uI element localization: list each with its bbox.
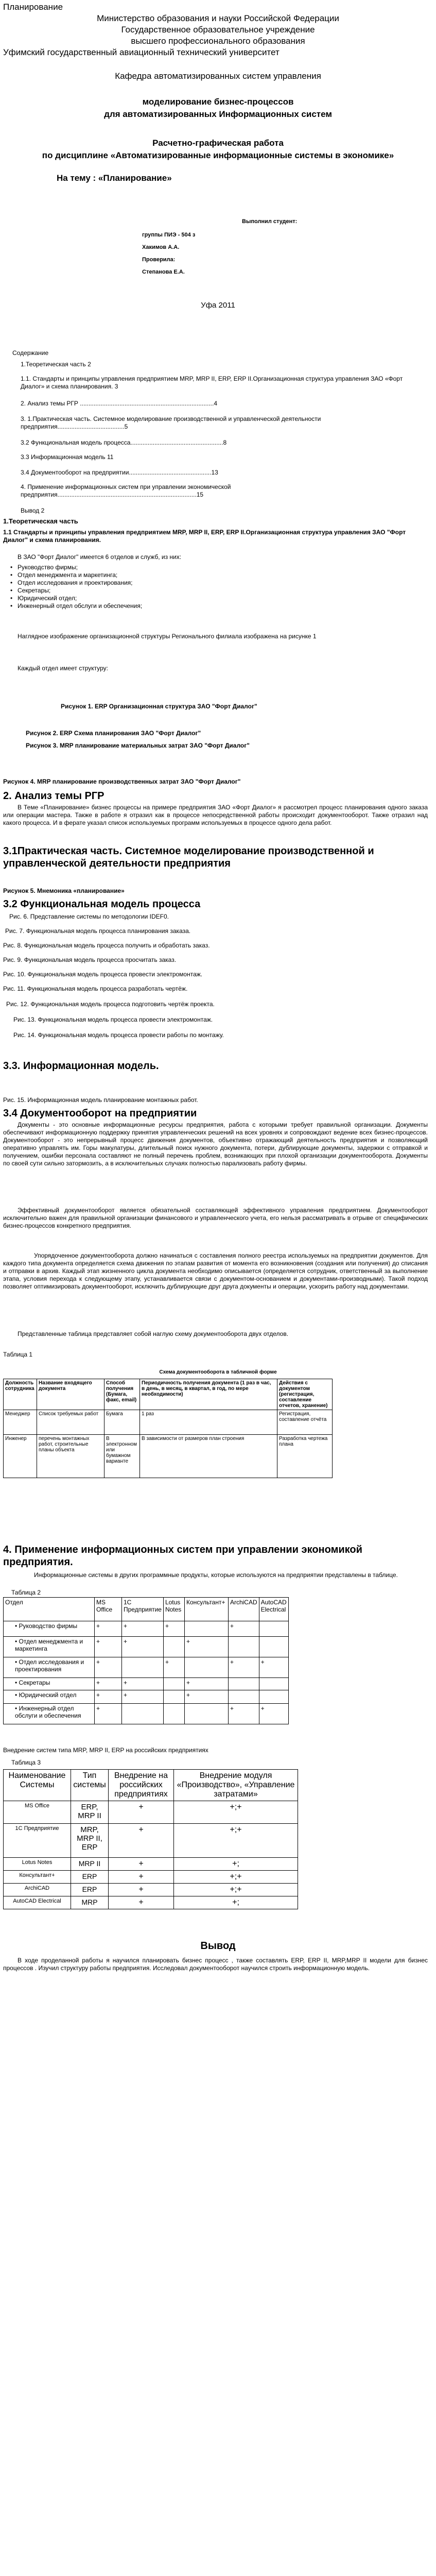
department-name-cell: Отдел менеджмента и маркетинга bbox=[15, 1638, 83, 1652]
toc-link[interactable]: Вывод 2 bbox=[21, 507, 45, 514]
toc-link[interactable]: 1.Теоретическая часть 2 bbox=[21, 361, 91, 368]
table-cell: + bbox=[163, 1657, 184, 1678]
figure-10-caption: Рис. 10. Функциональная модель процесса провести электромонтаж. bbox=[3, 971, 203, 978]
ministry-line: Министерство образования и науки Российской Федерации bbox=[97, 13, 339, 23]
figure-15-caption: Рис. 15. Информационная модель планирование монтажных работ. bbox=[3, 1096, 198, 1104]
table-row bbox=[4, 1621, 289, 1637]
conclusion-text: В ходе проделанной работы я научился планировать бизнес процесс , также составлять ERP, ERP II, MRP,MRP II модели для бизнес процессов . Изучил структуру работы предприятия. Исследовал документооборот научился строить информационную модель. bbox=[3, 1957, 428, 1972]
university-name: Уфимский государственный авиационный технический университет bbox=[3, 47, 280, 57]
table-row bbox=[4, 1704, 289, 1724]
student-name: Хакимов А.А. bbox=[142, 244, 180, 250]
section-2-heading: 2. Анализ темы РГР bbox=[3, 790, 104, 802]
toc-link[interactable]: 3.2 Функциональная модель процесса......................................................8 bbox=[21, 439, 227, 446]
table-header-row bbox=[4, 1379, 333, 1410]
section-3-2-heading: 3.2 Функциональная модель процесса bbox=[3, 899, 201, 910]
figure-1-caption: Рисунок 1. ERP Организационная структура ЗАО "Форт Диалог" bbox=[61, 703, 257, 710]
table-cell: MRP II bbox=[71, 1858, 109, 1871]
section-3-4-para-1: Документы - это основные информационные ресурсы предприятия, работа с которыми требует правильной организации. Документы обеспечивают информационную поддержку принятия управленческих решений на всех уровнях и сопровождают ведение всех бизнес-процессов. Документооборот - это непрерывный процесс движения документов, объективно отражающий деятельность предприятия и позволяющий оперативно управлять им. Горы макулатуры, длительный поиск нужного документа, потери, дублирующие документы, задержки с отправкой и получением, ошибки персонала составляют не полный перечень проблем, возникающих при плохой организации документооборота. Документы по своей сути сильно затормозить, а в исключительных случаях полностью парализовать работу фирмы. bbox=[3, 1121, 428, 1167]
table-cell: В электронном или бумажном варианте bbox=[104, 1435, 140, 1478]
table-header-cell: Наименование Системы bbox=[4, 1770, 71, 1801]
table-header-cell: Название входящего документа bbox=[37, 1379, 104, 1410]
table-cell: • Юридический отдел bbox=[4, 1690, 95, 1704]
table-cell: + bbox=[109, 1884, 174, 1896]
table-cell: MS Office bbox=[4, 1801, 71, 1824]
table-cell: В зависимости от размеров план строения bbox=[140, 1435, 277, 1478]
department-name-cell: Секретары bbox=[19, 1679, 50, 1686]
table-row bbox=[4, 1410, 333, 1435]
table-cell: +; bbox=[174, 1858, 298, 1871]
subject-line-1: моделирование бизнес-процессов bbox=[142, 97, 294, 107]
table-cell: 1 раз bbox=[140, 1410, 277, 1435]
table-header-cell: Отдел bbox=[4, 1598, 95, 1621]
table-cell bbox=[122, 1657, 164, 1678]
table-cell: + bbox=[122, 1690, 164, 1704]
department-name-cell: Руководство фирмы bbox=[19, 1622, 78, 1630]
table-cell bbox=[184, 1657, 228, 1678]
table-cell: + bbox=[95, 1637, 122, 1657]
table-cell bbox=[259, 1678, 288, 1690]
software-usage-table bbox=[3, 1597, 289, 1724]
table-header-row bbox=[4, 1770, 298, 1801]
table-row bbox=[4, 1871, 298, 1884]
table-cell: Консультант+ bbox=[4, 1871, 71, 1884]
table-cell: + bbox=[228, 1704, 259, 1724]
document-flow-table bbox=[3, 1379, 333, 1478]
table-cell: AutoCAD Electrical bbox=[4, 1896, 71, 1909]
table-row bbox=[4, 1637, 289, 1657]
table-cell: + bbox=[228, 1621, 259, 1637]
department-name-cell: Юридический отдел bbox=[19, 1691, 77, 1699]
table-cell bbox=[259, 1621, 288, 1637]
table-cell bbox=[163, 1678, 184, 1690]
table-cell bbox=[163, 1690, 184, 1704]
subject-line-2: для автоматизированных Информационных систем bbox=[104, 109, 332, 119]
table-cell: 1С Предприятие bbox=[4, 1824, 71, 1858]
table-cell: + bbox=[95, 1657, 122, 1678]
table-cell bbox=[184, 1621, 228, 1637]
figure-5-caption: Рисунок 5. Мнемоника «планирование» bbox=[3, 887, 125, 894]
figure-13-caption: Рис. 13. Функциональная модель процесса провести электромонтаж. bbox=[13, 1016, 213, 1023]
table-3-label: Таблица 3 bbox=[11, 1759, 41, 1766]
table-1-label: Таблица 1 bbox=[3, 1351, 33, 1358]
state-institution-line: Государственное образовательное учреждение bbox=[121, 25, 315, 35]
table-header-cell: Действия с документом (регистрация, составление отчетов, хранение) bbox=[277, 1379, 333, 1410]
city-year: Уфа 2011 bbox=[201, 301, 235, 310]
section-3-4-para-2: Эффективный документооборот является обязательной составляющей эффективного управления предприятием. Документооборот исключительно важен для правильной организации финансового и управленческого учета, его нельзя рассматривать в отрыве от специфических бизнес-процессов конкретного предприятия. bbox=[3, 1207, 428, 1229]
table-cell bbox=[163, 1637, 184, 1657]
table-row bbox=[4, 1896, 298, 1909]
table-cell: Lotus Notes bbox=[4, 1858, 71, 1871]
table-header-cell: Консультант+ bbox=[184, 1598, 228, 1621]
table-cell: • Руководство фирмы bbox=[4, 1621, 95, 1637]
table-cell: + bbox=[109, 1896, 174, 1909]
table-header-cell: Lotus Notes bbox=[163, 1598, 184, 1621]
table-cell: + bbox=[109, 1824, 174, 1858]
figure-14-caption: Рис. 14. Функциональная модель процесса провести работы по монтажу. bbox=[13, 1031, 224, 1039]
department-item: • Юридический отдел; bbox=[12, 595, 428, 602]
table-header-cell: Внедрение модуля «Производство», «Управление затратами» bbox=[174, 1770, 298, 1801]
top-word: Планирование bbox=[3, 2, 63, 12]
table-cell: + bbox=[163, 1621, 184, 1637]
table-row bbox=[4, 1678, 289, 1690]
checker-name: Степанова Е.А. bbox=[142, 269, 185, 275]
table-cell: • Секретары bbox=[4, 1678, 95, 1690]
table-cell: Регистрация, составление отчёта bbox=[277, 1410, 333, 1435]
toc-link[interactable]: 3.4 Документооборот на предприятии................................................13 bbox=[21, 469, 218, 476]
table-1-caption: Схема документооборота в табличной форме bbox=[159, 1369, 277, 1375]
toc-link[interactable]: 3.3 Информационная модель 11 bbox=[21, 453, 114, 461]
section-4-para-2: Внедрение систем типа MRP, MRP II, ERP на российских предприятиях bbox=[3, 1747, 208, 1754]
performed-label: Выполнил студент: bbox=[242, 218, 298, 225]
figure-9-caption: Рис. 9. Функциональная модель процесса просчитать заказ. bbox=[3, 956, 177, 963]
department-item: • Руководство фирмы; bbox=[12, 564, 428, 571]
department-item: • Инженерный отдел обслуги и обеспечения; bbox=[12, 602, 428, 610]
table-row bbox=[4, 1435, 333, 1478]
table-cell: + bbox=[109, 1801, 174, 1824]
table-header-cell: Способ получения (Бумага, факс, email) bbox=[104, 1379, 140, 1410]
table-cell: +;+ bbox=[174, 1871, 298, 1884]
table-cell: ERP bbox=[71, 1871, 109, 1884]
table-cell: + bbox=[122, 1637, 164, 1657]
table-cell: + bbox=[109, 1871, 174, 1884]
topic-line: На тему : «Планирование» bbox=[57, 173, 172, 183]
higher-education-line: высшего профессионального образования bbox=[131, 36, 305, 46]
table-cell: + bbox=[259, 1657, 288, 1678]
department-name-cell: Отдел исследования и проектирования bbox=[15, 1658, 84, 1673]
table-row bbox=[4, 1858, 298, 1871]
department-name: Кафедра автоматизированных систем управления bbox=[115, 71, 321, 81]
section-1-heading: 1.Теоретическая часть bbox=[3, 517, 78, 525]
table-cell: + bbox=[228, 1657, 259, 1678]
table-cell: Бумага bbox=[104, 1410, 140, 1435]
section-2-text: В Теме «Планирование» бизнес процессы на примере предприятия ЗАО «Форт Диалог» я рассмотрел процесс планирования одного заказа или операции мастера. Также в работе я отразил как в процессе непосредственной работы происходит документооборот. Также отразил над какого процесса. И в ферате указал список используемых программ используемых в процессе одного дела работ. bbox=[3, 804, 428, 826]
figure-3-caption: Рисунок 3. MRP планирование материальных затрат ЗАО "Форт Диалог" bbox=[26, 742, 250, 749]
table-cell bbox=[259, 1690, 288, 1704]
toc-link[interactable]: 3. 1.Практическая часть. Системное моделирование производственной и управленческой деятельности предприятия.......................................5 bbox=[21, 415, 321, 430]
table-cell: + bbox=[184, 1690, 228, 1704]
table-cell: +;+ bbox=[174, 1801, 298, 1824]
table-header-cell: Должность сотрудника bbox=[4, 1379, 37, 1410]
table-cell: + bbox=[184, 1637, 228, 1657]
departments-list bbox=[3, 564, 428, 610]
section-3-4-para-4: Представленные таблица представляет собой наглую схему документооборота двух отделов. bbox=[18, 1330, 289, 1337]
section-4-heading: 4. Применение информационных систем при управлении экономикой предприятия. bbox=[3, 1544, 362, 1568]
section-3-3-heading: 3.3. Информационная модель. bbox=[3, 1060, 159, 1072]
table-row bbox=[4, 1884, 298, 1896]
table-header-cell: ArchiCAD bbox=[228, 1598, 259, 1621]
table-cell bbox=[122, 1704, 164, 1724]
table-cell: + bbox=[122, 1678, 164, 1690]
section-1-para-3: Каждый отдел имеет структуру: bbox=[18, 665, 108, 672]
table-cell: + bbox=[109, 1858, 174, 1871]
table-cell: Список требуемых работ bbox=[37, 1410, 104, 1435]
table-header-cell: Периодичность получения документа (1 раз в час, в день, в месяц, в квартал, в год, по мере необходимости) bbox=[140, 1379, 277, 1410]
table-cell bbox=[163, 1704, 184, 1724]
table-cell: перечень монтажных работ, строительные планы объекта bbox=[37, 1435, 104, 1478]
table-cell: + bbox=[184, 1678, 228, 1690]
table-cell: +;+ bbox=[174, 1884, 298, 1896]
table-cell: + bbox=[95, 1621, 122, 1637]
section-1-1-heading: 1.1 Стандарты и принципы управления предприятием MRP, MRP II, ERP, ERP II.Организационная структура управления ЗАО "Форт Диалог" и схема планирования. bbox=[3, 529, 406, 544]
table-cell: + bbox=[122, 1621, 164, 1637]
figure-8-caption: Рис. 8. Функциональная модель процесса получить и обработать заказ. bbox=[3, 942, 210, 949]
table-row bbox=[4, 1657, 289, 1678]
figure-11-caption: Рис. 11. Функциональная модель процесса разработать чертёж. bbox=[3, 985, 188, 992]
table-header-cell: 1C Предприятие bbox=[122, 1598, 164, 1621]
table-cell: + bbox=[95, 1690, 122, 1704]
table-header-cell: AutoCAD Electrical bbox=[259, 1598, 288, 1621]
table-row bbox=[4, 1824, 298, 1858]
department-name-cell: Инженерный отдел обслуги и обеспечения bbox=[15, 1705, 81, 1719]
section-3-4-para-3: Упорядоченное документооборота должно начинаться с составления полного реестра используемых на предприятии документов. Для каждого типа документа определяется схема движения по этапам развития от момента его возникновения (создания или получения) до списания и отправки в архив. Каждый этап жизненного цикла документа необходимо описывается (определяется сотрудник, ответственный за выполнение этапа, условия перехода к следующему этапу, устанавливается связи с документом-основанием и документами-производными). Такой подход позволяет оптимизировать документооборот, исключить дублирующие друг друга документы и операции, ускорить работу над документами. bbox=[3, 1252, 428, 1290]
figure-12-caption: Рис. 12. Функциональная модель процесса подготовить чертёж проекта. bbox=[6, 1001, 215, 1008]
checked-label: Проверила: bbox=[142, 257, 176, 263]
figure-2-caption: Рисунок 2. ERP Схема планирования ЗАО "Форт Диалог" bbox=[26, 730, 201, 737]
table-cell: + bbox=[95, 1704, 122, 1724]
figure-7-caption: Рис. 7. Функциональная модель процесса планирования заказа. bbox=[5, 927, 191, 935]
department-item: • Отдел менеджмента и маркетинга; bbox=[12, 571, 428, 579]
table-cell: Разработка чертежа плана bbox=[277, 1435, 333, 1478]
table-cell bbox=[259, 1637, 288, 1657]
work-type: Расчетно-графическая работа bbox=[152, 138, 284, 148]
table-cell: +;+ bbox=[174, 1824, 298, 1858]
student-group: группы ПИЭ - 504 з bbox=[142, 232, 196, 238]
toc-link[interactable]: 1.1. Стандарты и принципы управления предприятием MRP, MRP II, ERP, ERP II.Организационная структура управления ЗАО «Форт Диалог» и схема планирования. 3 bbox=[21, 375, 403, 390]
discipline-line: по дисциплине «Автоматизированные информационные системы в экономике» bbox=[42, 150, 394, 160]
table-cell: +; bbox=[174, 1896, 298, 1909]
table-row bbox=[4, 1801, 298, 1824]
table-1-container bbox=[3, 1379, 333, 1478]
figure-4-caption: Рисунок 4. MRP планирование производственных затрат ЗАО "Форт Диалог" bbox=[3, 778, 241, 785]
toc-heading: Содержание bbox=[12, 349, 49, 357]
table-cell: + bbox=[259, 1704, 288, 1724]
table-cell: ArchiCAD bbox=[4, 1884, 71, 1896]
table-cell bbox=[228, 1678, 259, 1690]
table-cell: ERP, MRP II bbox=[71, 1801, 109, 1824]
table-cell: + bbox=[95, 1678, 122, 1690]
section-1-intro: В ЗАО "Форт Диалог" имеется 6 отделов и служб, из них: bbox=[18, 553, 182, 561]
section-4-para-1: Информационные системы в других программные продукты, которые используются на предприятии представлены в таблице. bbox=[34, 1571, 398, 1579]
table-2-container bbox=[3, 1597, 289, 1724]
department-item: • Отдел исследования и проектирования; bbox=[12, 579, 428, 587]
table-cell: • Отдел исследования и проектирования bbox=[4, 1657, 95, 1678]
table-header-cell: MS Office bbox=[95, 1598, 122, 1621]
toc-link[interactable]: 4. Применение информационных систем при управлении экономической предприятия.................................................................................15 bbox=[21, 483, 231, 498]
section-1-para-2: Наглядное изображение организационной структуры Регионального филиала изображена на рисунке 1 bbox=[18, 633, 317, 640]
table-cell: • Инженерный отдел обслуги и обеспечения bbox=[4, 1704, 95, 1724]
table-3-container bbox=[3, 1769, 298, 1909]
table-cell: MRP bbox=[71, 1896, 109, 1909]
table-cell: Менеджер bbox=[4, 1410, 37, 1435]
table-header-row bbox=[4, 1598, 289, 1621]
table-header-cell: Внедрение на российских предприятиях bbox=[109, 1770, 174, 1801]
table-cell bbox=[184, 1704, 228, 1724]
table-2-label: Таблица 2 bbox=[11, 1589, 41, 1596]
table-cell: Инженер bbox=[4, 1435, 37, 1478]
section-3-1-heading: 3.1Практическая часть. Системное моделирование производственной и управленческой деятельности предприятия bbox=[3, 845, 374, 869]
table-cell: MRP, MRP II, ERP bbox=[71, 1824, 109, 1858]
table-cell bbox=[228, 1637, 259, 1657]
system-implementation-table bbox=[3, 1769, 298, 1909]
table-row bbox=[4, 1690, 289, 1704]
figure-6-caption: Рис. 6. Представление системы по методологии IDEF0. bbox=[9, 913, 169, 920]
toc-link[interactable]: 2. Анализ темы РГР ..............................................................................4 bbox=[21, 400, 217, 407]
conclusion-heading: Вывод bbox=[200, 1940, 236, 1952]
table-cell bbox=[228, 1690, 259, 1704]
department-item: • Секретары; bbox=[12, 587, 428, 595]
table-cell: • Отдел менеджмента и маркетинга bbox=[4, 1637, 95, 1657]
section-3-4-heading: 3.4 Документооборот на предприятии bbox=[3, 1108, 197, 1119]
table-header-cell: Тип системы bbox=[71, 1770, 109, 1801]
table-cell: ERP bbox=[71, 1884, 109, 1896]
